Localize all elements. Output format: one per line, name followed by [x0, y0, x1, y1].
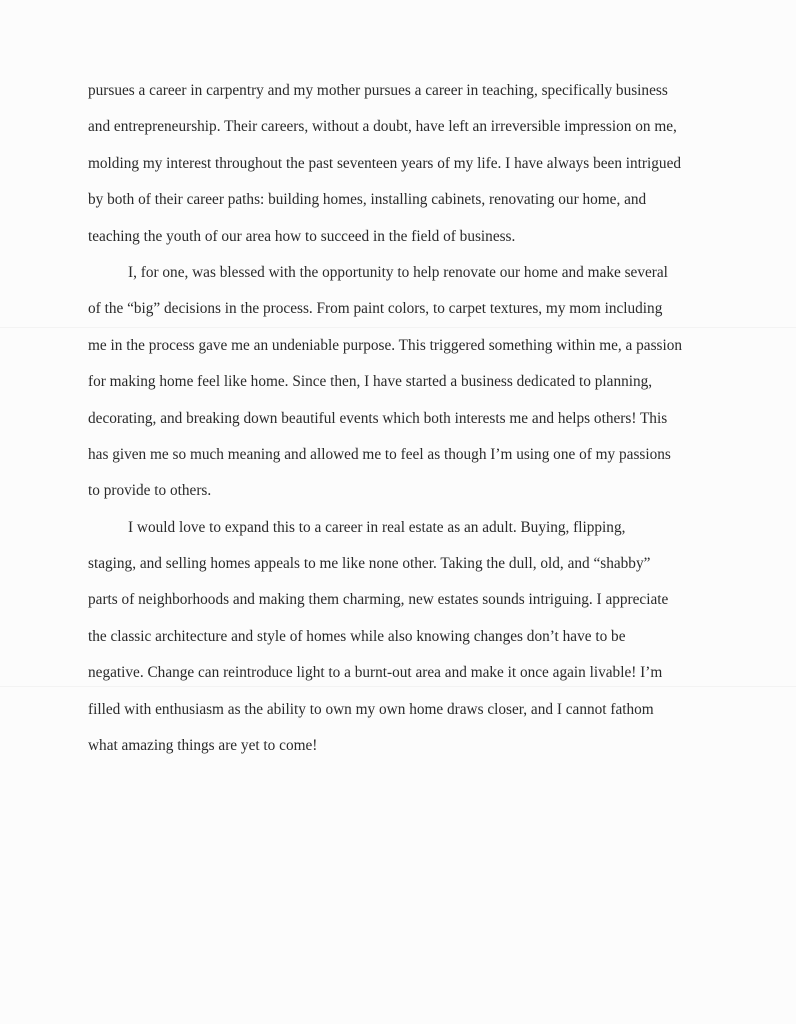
- text-line: to provide to others.: [88, 482, 212, 500]
- text-line: the classic architecture and style of homes while also knowing changes don’t have to be: [88, 627, 626, 645]
- text-line: staging, and selling homes appeals to me like none other. Taking the dull, old, and “shabby”: [88, 555, 651, 573]
- text-line: by both of their career paths: building homes, installing cabinets, renovating our home, and: [88, 191, 647, 209]
- essay-text: [88, 81, 713, 772]
- text-line: parts of neighborhoods and making them charming, new estates sounds intriguing. I appreciate: [88, 591, 669, 609]
- text-line: has given me so much meaning and allowed me to feel as though I’m using one of my passions: [88, 445, 671, 463]
- text-line: me in the process gave me an undeniable purpose. This triggered something within me, a passion: [88, 336, 683, 354]
- text-line: filled with enthusiasm as the ability to own my own home draws closer, and I cannot fathom: [88, 700, 654, 718]
- text-line: decorating, and breaking down beautiful events which both interests me and helps others! This: [88, 409, 668, 427]
- text-line: molding my interest throughout the past seventeen years of my life. I have always been intrigued: [88, 154, 682, 172]
- text-line: negative. Change can reintroduce light to a burnt-out area and make it once again livable! I’m: [88, 664, 663, 682]
- text-line: of the “big” decisions in the process. From paint colors, to carpet textures, my mom including: [88, 300, 663, 318]
- text-line: for making home feel like home. Since then, I have started a business dedicated to planning,: [88, 373, 653, 391]
- text-line: teaching the youth of our area how to succeed in the field of business.: [88, 227, 516, 245]
- text-line: I, for one, was blessed with the opportunity to help renovate our home and make several: [128, 263, 668, 281]
- text-line: I would love to expand this to a career in real estate as an adult. Buying, flipping,: [128, 518, 626, 536]
- text-line: what amazing things are yet to come!: [88, 737, 318, 755]
- text-line: pursues a career in carpentry and my mother pursues a career in teaching, specifically business: [88, 82, 668, 99]
- text-line: and entrepreneurship. Their careers, without a doubt, have left an irreversible impression on me,: [88, 118, 677, 136]
